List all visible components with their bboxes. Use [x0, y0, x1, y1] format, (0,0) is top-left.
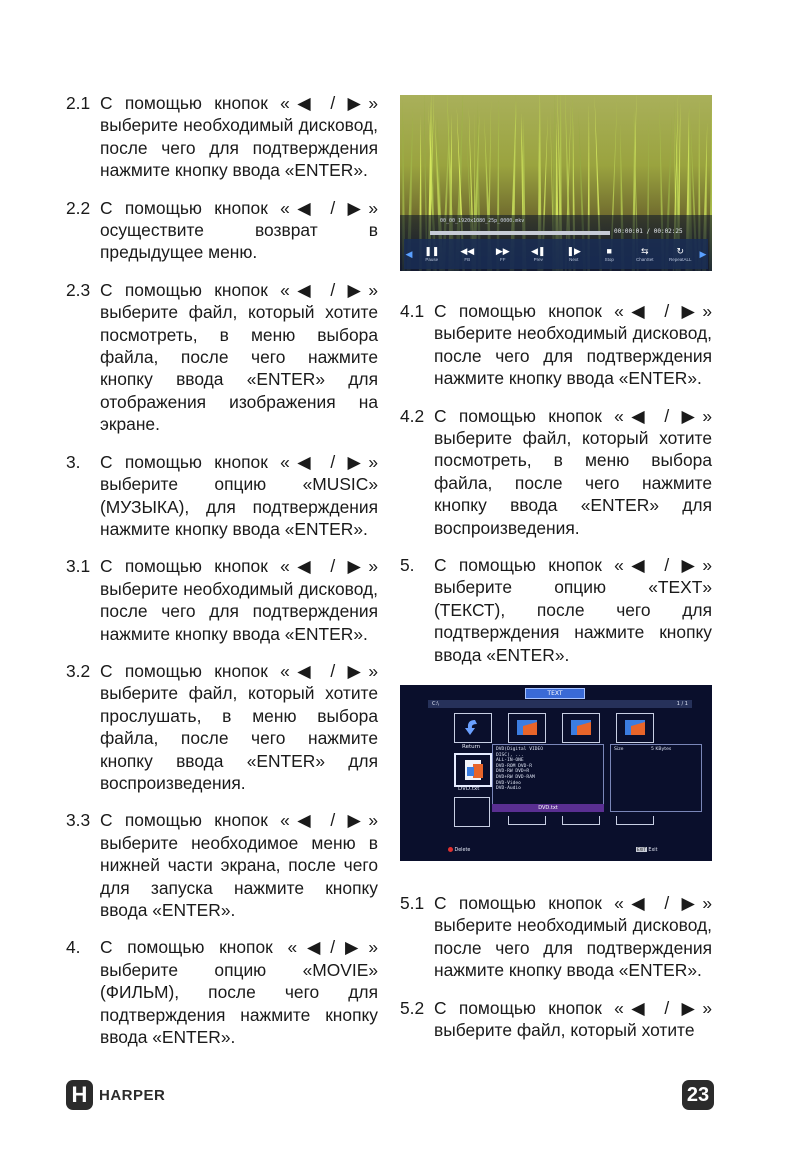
instruction-number: 2.1	[66, 93, 91, 113]
instruction-number: 5.2	[400, 997, 425, 1018]
instruction-text: С помощью кнопок «◀ / ▶» выберите файл, который хотите	[434, 997, 712, 1041]
tb-selected-file: DVD.txt	[492, 804, 604, 812]
repeat-icon: ↻	[676, 245, 685, 256]
osd-button-label: FF	[500, 256, 506, 262]
instruction-text: С помощью кнопок «◀ / ▶» выберите необходимый дисковод, после чего для подтверждения нажмите кнопку ввода «ENTER».	[100, 93, 378, 181]
osd-right-arrow-icon: ▶	[699, 248, 707, 259]
preview-line: DVD-Audio	[496, 786, 521, 792]
instruction-item	[400, 405, 712, 539]
tb-page: 1 / 1	[676, 701, 688, 707]
tb-delete-hint	[448, 847, 470, 853]
instruction-number: 4.	[66, 937, 81, 958]
instruction-text: С помощью кнопок «◀ / ▶» выберите необходимое меню в нижней части экрана, после чего для запуска нажмите кнопку ввода «ENTER».	[100, 810, 378, 920]
tb-info-pane	[610, 744, 702, 812]
folder-icon	[617, 714, 653, 742]
tb-return-tile	[454, 713, 492, 743]
right-column-a	[400, 300, 712, 681]
instruction-item	[66, 92, 378, 182]
harper-logo	[66, 1080, 165, 1110]
tb-slot-2	[562, 816, 600, 825]
player-osd	[400, 215, 712, 271]
osd-button-prev	[521, 246, 557, 263]
instruction-number: 4.1	[400, 301, 425, 321]
logo-text: HARPER	[99, 1086, 166, 1104]
logo-mark: H	[66, 1080, 93, 1110]
instruction-item	[400, 554, 712, 666]
preview-line: DVD+RW DVD-RAM	[496, 774, 535, 780]
instruction-text: С помощью кнопок «◀/▶» выберите опцию «MOVIE» (ФИЛЬМ), после чего для подтверждения нажмите кнопку ввода «ENTER».	[100, 937, 378, 1048]
tb-path: C:\	[432, 701, 439, 707]
instruction-text: С помощью кнопок «◀ / ▶» выберите файл, который хотите посмотреть, в меню выбора файла, после чего нажмите кнопку ввода «ENTER» для воспроизведения.	[434, 405, 712, 538]
instruction-text: С помощью кнопок «◀ / ▶» выберите необходимый дисковод, после чего для подтверждения нажмите кнопку ввода «ENTER».	[100, 556, 378, 644]
fast-forward-icon: ▶▶	[495, 245, 510, 256]
next-icon: ❚▶	[566, 245, 581, 256]
instruction-number: 4.2	[400, 405, 425, 426]
osd-button-pause	[414, 246, 450, 263]
tb-preview-pane	[492, 744, 604, 812]
instruction-text: С помощью кнопок «◀ / ▶» осуществите возврат в предыдущее меню.	[100, 197, 378, 263]
instruction-number: 2.3	[66, 279, 91, 300]
instruction-number: 2.2	[66, 197, 91, 218]
instruction-number: 5.1	[400, 893, 425, 913]
preview-line: DISC), ...	[496, 752, 524, 758]
osd-time: 00:00:01 / 00:02:25	[614, 228, 683, 235]
tb-exit-label: Exit	[648, 848, 658, 853]
tb-slot-1	[508, 816, 546, 825]
preview-line: DVD-RW DVD+R	[496, 769, 530, 775]
instruction-number: 3.1	[66, 556, 91, 577]
instruction-item	[66, 809, 378, 921]
osd-controls	[404, 239, 708, 269]
page-number: 23	[682, 1080, 714, 1110]
osd-button-stop	[592, 246, 628, 263]
red-dot-icon	[448, 847, 453, 852]
preview-line: DVD(Digital VIDEO	[496, 747, 544, 752]
movie-player-screenshot	[400, 95, 712, 271]
text-file-icon	[456, 755, 490, 785]
instruction-item	[400, 300, 712, 390]
instruction-number: 3.2	[66, 660, 91, 681]
instruction-number: 3.3	[66, 810, 91, 831]
instruction-item	[66, 660, 378, 794]
tb-delete-label: Delete	[454, 848, 471, 853]
tb-folder-tile-3	[616, 713, 654, 743]
tb-exit-key: EXIT	[637, 847, 646, 852]
tb-slot-3	[616, 816, 654, 825]
preview-line: ALL-IN-ONE	[496, 758, 524, 764]
tb-exit-hint	[636, 847, 658, 853]
tb-folder-tile-1	[508, 713, 546, 743]
tb-info-key: Size	[614, 747, 624, 752]
tb-info-value: 5 KBytes	[651, 747, 672, 752]
preview-line: DVD-Video	[496, 780, 521, 786]
osd-button-label: ChanSet	[635, 256, 654, 262]
osd-button-next	[556, 246, 592, 263]
instruction-number: 5.	[400, 555, 415, 576]
osd-button-label: FB	[464, 256, 471, 262]
tb-file-label: DVD.txt	[458, 786, 480, 792]
instruction-item	[66, 451, 378, 541]
osd-button-ff	[485, 246, 521, 263]
rewind-icon: ◀◀	[460, 245, 475, 256]
instruction-number: 3.	[66, 451, 81, 472]
tb-file-tile	[454, 753, 492, 787]
osd-button-label: Stop	[604, 256, 614, 262]
osd-button-chanset	[627, 246, 663, 263]
channel-icon: ⇆	[640, 245, 649, 256]
tb-return-label: Return	[462, 744, 481, 750]
osd-filename: 00_00_1920x1080_25p_0000.mkv	[440, 218, 525, 224]
osd-button-label: Next	[569, 256, 579, 262]
tb-empty-tile	[454, 797, 490, 827]
instruction-item	[400, 997, 712, 1042]
preview-line: DVD-ROM DVD-R	[496, 763, 532, 769]
return-arrow-icon	[455, 714, 491, 742]
instruction-text: С помощью кнопок «◀ / ▶» выберите необходимый дисковод, после чего для подтверждения нажмите кнопку ввода «ENTER».	[434, 301, 712, 389]
osd-button-label: Prev	[533, 256, 543, 262]
tb-path-bar	[428, 700, 692, 708]
right-column-b	[400, 892, 712, 1056]
instruction-item	[66, 555, 378, 645]
instruction-text: С помощью кнопок «◀ / ▶» выберите файл, который хотите посмотреть, в меню выбора файла, после чего нажмите кнопку ввода «ENTER» для отображения изображения на экране.	[100, 279, 378, 435]
instruction-item	[66, 197, 378, 264]
osd-button-repeatall	[663, 246, 699, 263]
osd-button-fb	[450, 246, 486, 263]
osd-button-label: Pause	[425, 256, 439, 262]
left-column	[66, 92, 378, 1063]
pause-icon: ❚❚	[424, 245, 440, 256]
folder-icon	[509, 714, 545, 742]
instruction-text: С помощью кнопок «◀ / ▶» выберите опцию «TEXT» (ТЕКСТ), после чего для подтверждения нажмите кнопку ввода «ENTER».	[434, 555, 712, 665]
instruction-item	[400, 892, 712, 982]
tb-folder-tile-2	[562, 713, 600, 743]
osd-progress-bar	[430, 231, 610, 235]
text-browser-screenshot	[400, 685, 712, 861]
stop-icon: ■	[606, 245, 612, 256]
instruction-item	[66, 279, 378, 436]
instruction-text: С помощью кнопок «◀ / ▶» выберите опцию «MUSIC» (МУЗЫКА), для подтверждения нажмите кнопку ввода «ENTER».	[100, 451, 378, 539]
osd-left-arrow-icon: ◀	[405, 248, 413, 259]
tb-title: TEXT	[525, 688, 585, 699]
instruction-text: С помощью кнопок «◀ / ▶» выберите необходимый дисковод, после чего для подтверждения нажмите кнопку ввода «ENTER».	[434, 893, 712, 981]
previous-icon: ◀❚	[531, 245, 546, 256]
instruction-text: С помощью кнопок «◀ / ▶» выберите файл, который хотите прослушать, в меню выбора файла, после чего нажмите кнопку ввода «ENTER» для воспроизведения.	[100, 660, 378, 793]
folder-icon	[563, 714, 599, 742]
instruction-item	[66, 936, 378, 1048]
osd-button-label: RepeatALL	[668, 256, 692, 262]
